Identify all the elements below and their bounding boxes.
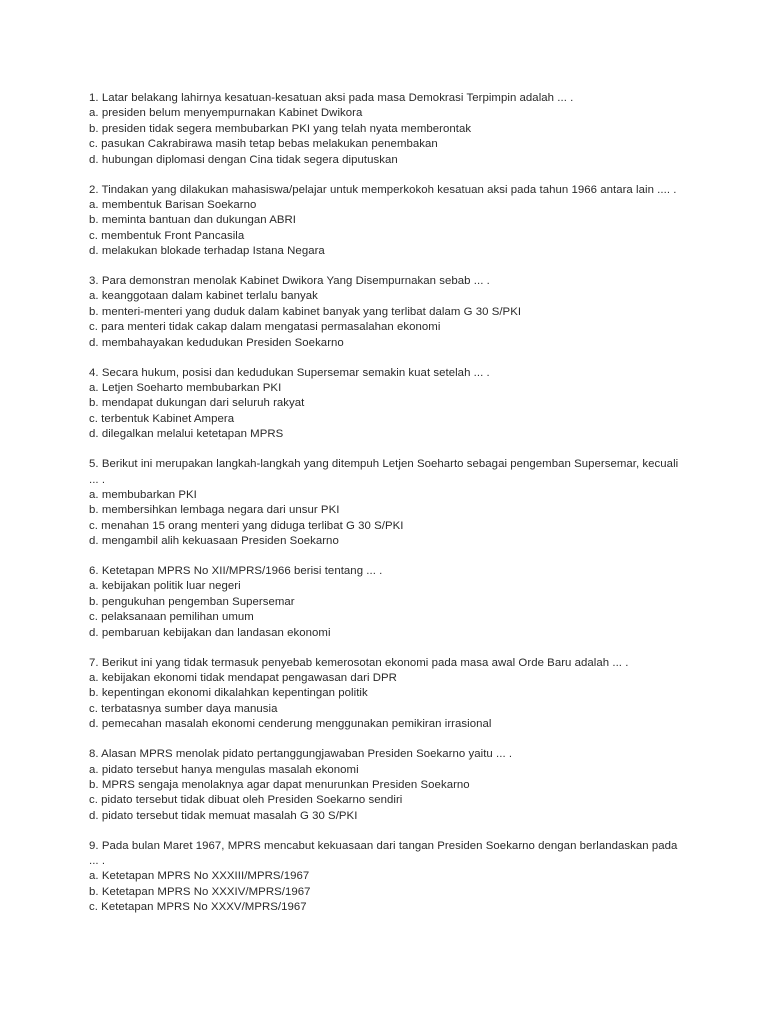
question-2 bbox=[89, 183, 689, 260]
option-c: c. para menteri tidak cakap dalam mengatasi permasalahan ekonomi bbox=[89, 321, 441, 334]
question-6 bbox=[89, 564, 689, 641]
option-c: c. pelaksanaan pemilihan umum bbox=[89, 611, 254, 624]
option-b: b. mendapat dukungan dari seluruh rakyat bbox=[89, 397, 305, 410]
option-d: d. pembaruan kebijakan dan landasan ekonomi bbox=[89, 626, 331, 639]
question-7 bbox=[89, 656, 689, 733]
question-text: 3. Para demonstran menolak Kabinet Dwikora Yang Disempurnakan sebab ... . bbox=[89, 275, 490, 288]
option-b: b. kepentingan ekonomi dikalahkan kepentingan politik bbox=[89, 687, 368, 700]
option-a: a. Letjen Soeharto membubarkan PKI bbox=[89, 382, 282, 394]
option-a: a. Ketetapan MPRS No XXXIII/MPRS/1967 bbox=[89, 870, 310, 883]
option-c: c. pasukan Cakrabirawa masih tetap bebas melakukan penembakan bbox=[89, 138, 438, 151]
option-a: a. kebijakan ekonomi tidak mendapat pengawasan dari DPR bbox=[89, 672, 397, 684]
option-d: d. melakukan blokade terhadap Istana Negara bbox=[89, 245, 325, 258]
option-a: a. membubarkan PKI bbox=[89, 488, 197, 501]
option-a: a. presiden belum menyempurnakan Kabinet Dwikora bbox=[89, 107, 363, 120]
option-a: a. membentuk Barisan Soekarno bbox=[89, 198, 257, 211]
question-9 bbox=[89, 839, 689, 916]
option-d: d. membahayakan kedudukan Presiden Soekarno bbox=[89, 336, 344, 349]
question-text-continued: ... . bbox=[89, 855, 106, 868]
option-c: c. pidato tersebut tidak dibuat oleh Presiden Soekarno sendiri bbox=[89, 794, 403, 807]
option-a: a. pidato tersebut hanya mengulas masalah ekonomi bbox=[89, 763, 359, 776]
option-c: c. menahan 15 orang menteri yang diduga terlibat G 30 S/PKI bbox=[89, 519, 404, 532]
option-b: b. presiden tidak segera membubarkan PKI yang telah nyata memberontak bbox=[89, 122, 472, 135]
option-b: b. membersihkan lembaga negara dari unsur PKI bbox=[89, 504, 340, 517]
question-5 bbox=[89, 457, 689, 549]
option-d: d. pidato tersebut tidak memuat masalah G 30 S/PKI bbox=[89, 809, 358, 822]
question-text: 2. Tindakan yang dilakukan mahasiswa/pelajar untuk memperkokoh kesatuan aksi pada tahun 1966 antara lain .... . bbox=[89, 183, 677, 196]
question-text: 9. Pada bulan Maret 1967, MPRS mencabut kekuasaan dari tangan Presiden Soekarno dengan berlandaskan pada bbox=[89, 839, 678, 852]
question-4 bbox=[89, 366, 689, 443]
option-b: b. meminta bantuan dan dukungan ABRI bbox=[89, 214, 296, 227]
option-c: c. membentuk Front Pancasila bbox=[89, 229, 245, 242]
question-text: 8. Alasan MPRS menolak pidato pertanggungjawaban Presiden Soekarno yaitu ... . bbox=[89, 748, 513, 761]
option-a: a. kebijakan politik luar negeri bbox=[89, 580, 241, 593]
question-text: 5. Berikut ini merupakan langkah-langkah yang ditempuh Letjen Soeharto sebagai pengemban Supersemar, kecuali bbox=[89, 458, 679, 471]
option-b: b. pengukuhan pengemban Supersemar bbox=[89, 595, 295, 608]
option-b: b. MPRS sengaja menolaknya agar dapat menurunkan Presiden Soekarno bbox=[89, 778, 470, 791]
question-8 bbox=[89, 747, 689, 824]
option-c: c. terbentuk Kabinet Ampera bbox=[89, 412, 235, 425]
option-d: d. dilegalkan melalui ketetapan MPRS bbox=[89, 428, 284, 441]
option-c: c. Ketetapan MPRS No XXXV/MPRS/1967 bbox=[89, 901, 307, 914]
question-text: 6. Ketetapan MPRS No XII/MPRS/1966 berisi tentang ... . bbox=[89, 565, 383, 578]
option-d: d. hubungan diplomasi dengan Cina tidak segera diputuskan bbox=[89, 153, 398, 166]
document-page bbox=[89, 91, 689, 930]
option-b: b. Ketetapan MPRS No XXXIV/MPRS/1967 bbox=[89, 885, 311, 898]
question-text: 1. Latar belakang lahirnya kesatuan-kesatuan aksi pada masa Demokrasi Terpimpin adalah ... . bbox=[89, 92, 574, 104]
option-d: d. mengambil alih kekuasaan Presiden Soekarno bbox=[89, 535, 339, 548]
option-b: b. menteri-menteri yang duduk dalam kabinet banyak yang terlibat dalam G 30 S/PKI bbox=[89, 305, 522, 318]
question-3 bbox=[89, 274, 689, 351]
option-c: c. terbatasnya sumber daya manusia bbox=[89, 702, 278, 715]
question-1 bbox=[89, 91, 689, 168]
option-d: d. pemecahan masalah ekonomi cenderung menggunakan pemikiran irrasional bbox=[89, 718, 492, 731]
question-text: 7. Berikut ini yang tidak termasuk penyebab kemerosotan ekonomi pada masa awal Orde Baru adalah ... . bbox=[89, 656, 629, 669]
question-text: 4. Secara hukum, posisi dan kedudukan Supersemar semakin kuat setelah ... . bbox=[89, 366, 490, 379]
option-a: a. keanggotaan dalam kabinet terlalu banyak bbox=[89, 290, 318, 303]
question-text-continued: ... . bbox=[89, 473, 106, 486]
